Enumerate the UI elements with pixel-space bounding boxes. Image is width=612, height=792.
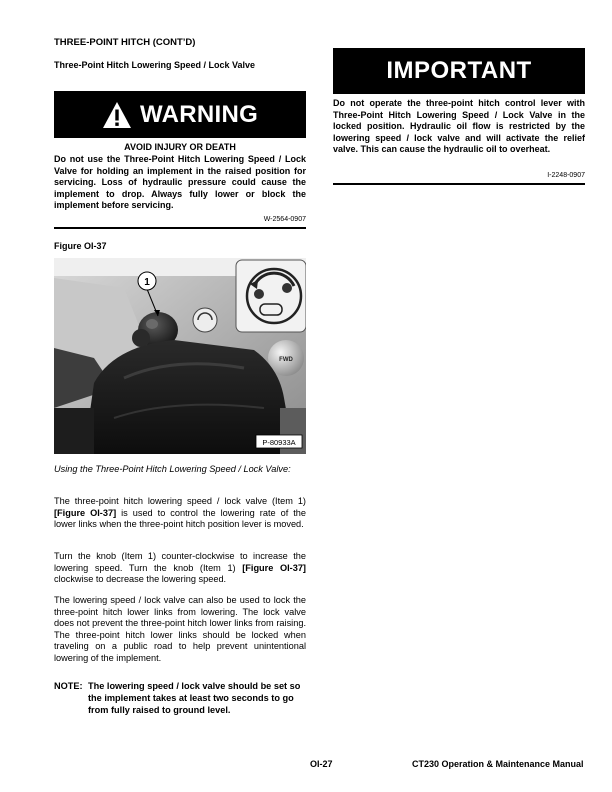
warning-rule <box>54 227 306 229</box>
figure-reference: [Figure OI-37] <box>242 562 306 573</box>
note-tag: NOTE: <box>54 681 83 691</box>
manual-title: CT230 Operation & Maintenance Manual <box>412 759 584 769</box>
warning-text: Do not use the Three-Point Hitch Lowering Speed / Lock Valve for holding an implement in the raised position for servicing. Loss of hydraulic pressure could cause the implement to drop. Always fully lower or block the implement before servicing. <box>54 154 306 211</box>
important-banner <box>333 48 585 94</box>
paragraph-2-text-end: clockwise to decrease the lowering speed. <box>54 574 227 585</box>
paragraph-2 <box>54 551 306 586</box>
warning-code: W-2564-0907 <box>263 216 306 223</box>
important-label: IMPORTANT <box>386 57 532 84</box>
fwd-decal-text: FWD <box>279 357 293 363</box>
warning-heading: AVOID INJURY OR DEATH <box>124 142 236 152</box>
section-title: THREE-POINT HITCH (CONT’D) <box>54 37 196 48</box>
paragraph-1-text: The three-point hitch lowering speed / lock valve (Item 1) <box>54 496 306 506</box>
figure-label: Figure OI-37 <box>54 241 107 251</box>
warning-triangle-icon <box>102 101 132 129</box>
important-code: I-2248-0907 <box>547 172 585 179</box>
callout-number: 1 <box>144 277 150 288</box>
subsection-title: Three-Point Hitch Lowering Speed / Lock Valve <box>54 60 256 70</box>
important-rule <box>333 183 585 185</box>
page-number: OI-27 <box>310 759 333 769</box>
paragraph-2-text: Turn the knob (Item 1) counter-clockwise to increase the lowering speed. Turn the knob (Item 1) <box>54 551 306 573</box>
usage-heading: Using the Three-Point Hitch Lowering Speed / Lock Valve: <box>54 464 291 474</box>
photo-code: P-80933A <box>262 438 296 447</box>
important-text: Do not operate the three-point hitch control lever with Three-Point Hitch Lowering Speed / Lock Valve in the locked position. Hydraulic oil flow is restricted by the lowering speed / lock valve and will activate the relief valve. This can cause the hydraulic oil to overheat. <box>333 98 585 155</box>
note-text: The lowering speed / lock valve should be set so the implement takes at least two seconds to go from fully raised to ground level. <box>88 681 301 715</box>
warning-banner <box>54 91 306 138</box>
figure-photo <box>54 258 306 454</box>
paragraph-1-text-end: is used to control the lowering rate of the lower links when the three-point hitch position lever is moved. <box>54 507 306 530</box>
paragraph-3: The lowering speed / lock valve can also be used to lock the three-point hitch lower links from lowering. The lock valve does not prevent the three-point hitch lower links from raising. The three-point hitch lower links should be locked when traveling on a public road to help prevent unintentional lowering of the implement. <box>54 595 306 663</box>
paragraph-1 <box>54 496 306 531</box>
figure-reference: [Figure OI-37] <box>54 507 117 518</box>
warning-label: WARNING <box>139 100 259 128</box>
